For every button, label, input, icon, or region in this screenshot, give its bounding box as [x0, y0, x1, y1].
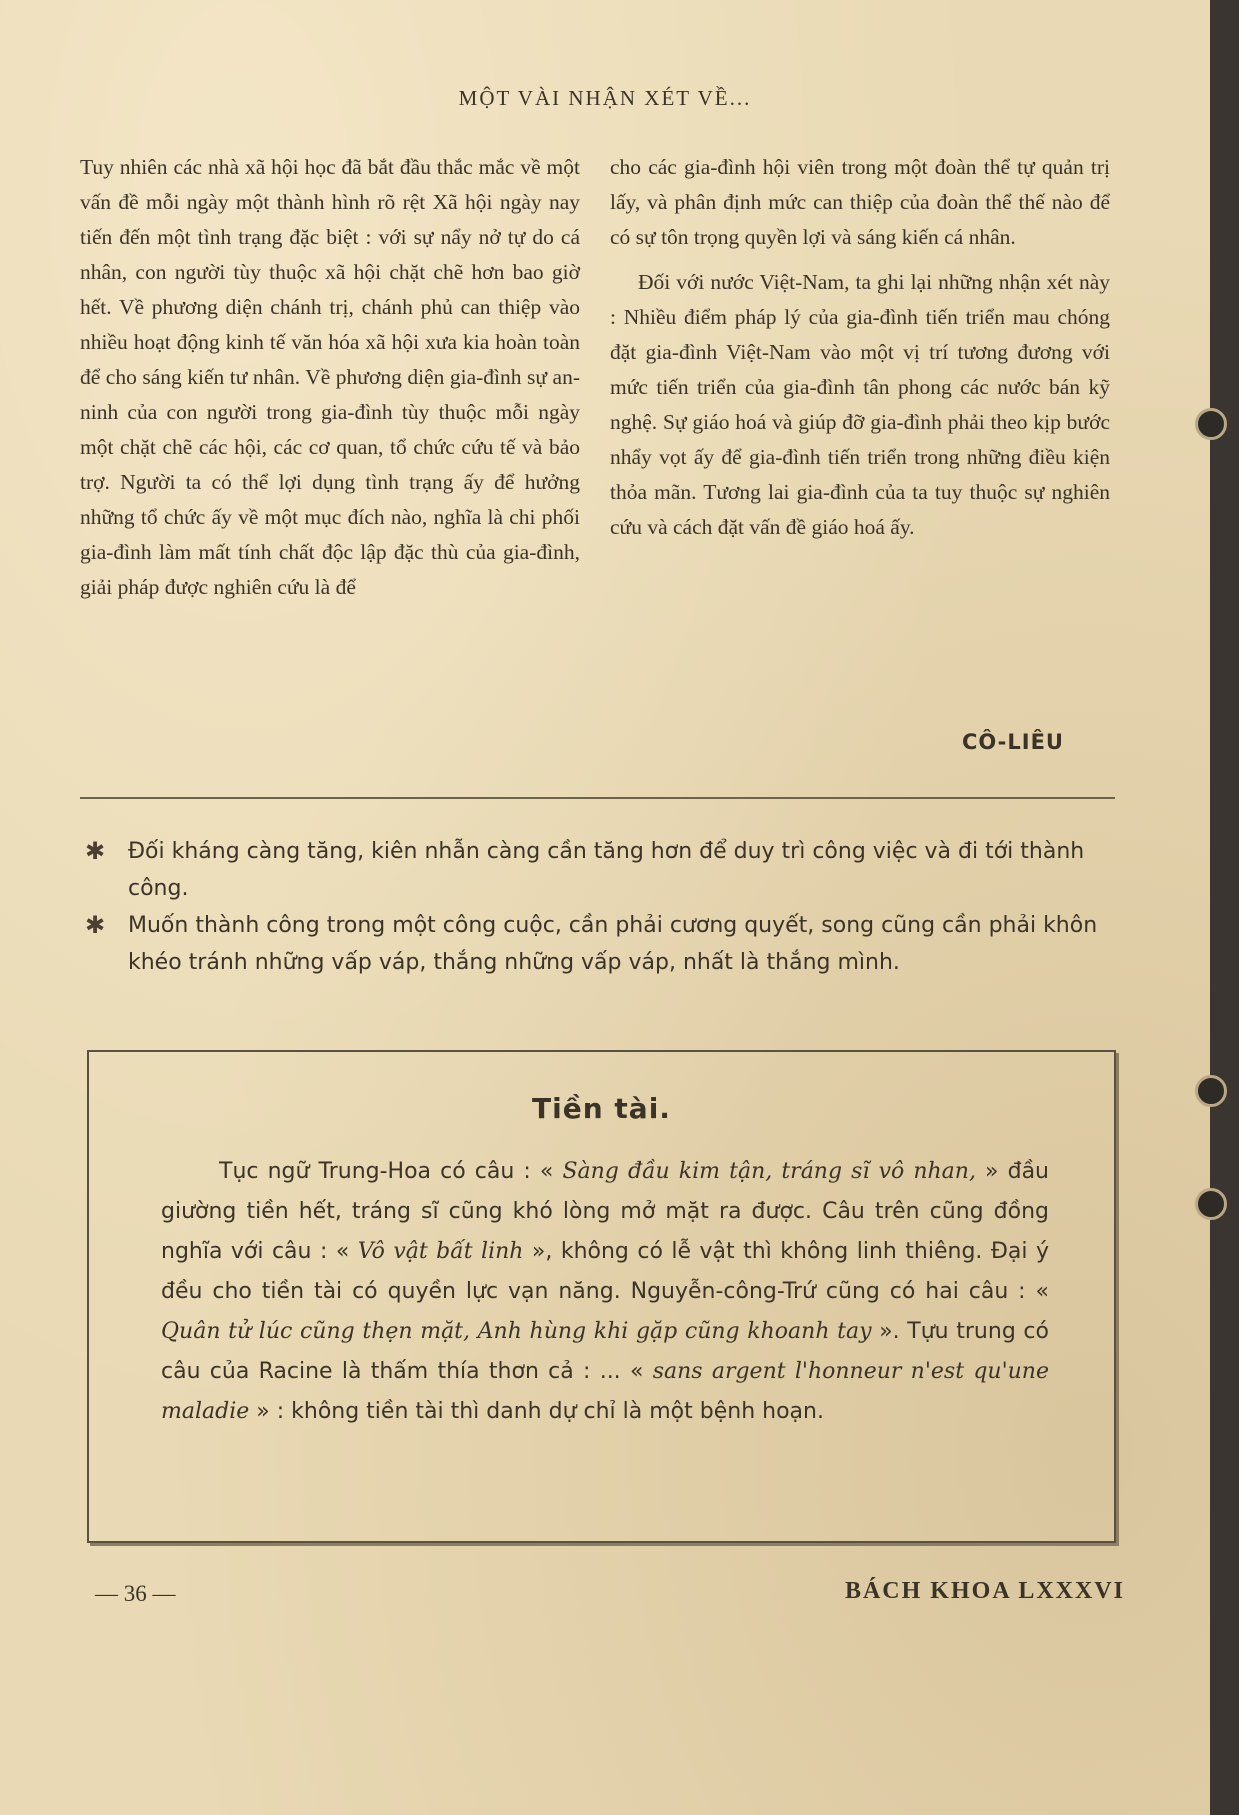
- publication-name: BÁCH KHOA LXXXVI: [844, 1578, 1125, 1604]
- binding-hole-icon: [1195, 1075, 1227, 1107]
- binding-hole-icon: [1195, 1188, 1227, 1220]
- text-run: Tục ngữ Trung-Hoa có câu : «: [219, 1159, 554, 1184]
- left-column: [80, 150, 580, 615]
- quote-item: [85, 833, 1115, 907]
- text-run: ». Tựu trung có câu của Racine là thấm thía thơn cả : ... «: [161, 1319, 1049, 1384]
- text-run: » : không tiền tài thì danh dự chỉ là một bệnh hoạn.: [256, 1399, 824, 1424]
- right-column: [610, 150, 1110, 555]
- paragraph: Tuy nhiên các nhà xã hội học đã bắt đầu thắc mắc về một vấn đề mỗi ngày một thành hình rõ rệt Xã hội ngày nay tiến đến một tình trạng đặc biệt : với sự nẩy nở tự do cá nhân, con người tùy thuộc xã hội chặt chẽ hơn bao giờ hết. Về phương diện chánh trị, chánh phủ can thiệp vào nhiều hoạt động kinh tế văn hóa xã hội xưa kia hoàn toàn để cho sáng kiến tư nhân. Về phương diện gia-đình sự an-ninh của con người trong gia-đình tùy thuộc mỗi ngày một chặt chẽ các hội, các cơ quan, tổ chức cứu tế và bảo trợ. Người ta có thể lợi dụng tình trạng ấy để hưởng những tổ chức ấy về một mục đích nào, nghĩa là chi phối gia-đình làm mất tính chất độc lập đặc thù của gia-đình, giải pháp được nghiên cứu là để: [80, 155, 580, 599]
- paragraph: cho các gia-đình hội viên trong một đoàn thể tự quản trị lấy, và phân định mức can thiệp của đoàn thể thế nào để có sự tôn trọng quyền lợi và sáng kiến cá nhân.: [610, 155, 1110, 249]
- box-body: [161, 1152, 1049, 1432]
- binding-hole-icon: [1195, 408, 1227, 440]
- author-signature: CÔ-LIÊU: [962, 730, 1064, 754]
- paragraph: Đối với nước Việt-Nam, ta ghi lại những nhận xét này : Nhiều điểm pháp lý của gia-đình tiến triển mau chóng đặt gia-đình Việt-Nam vào một vị trí tương đương với mức tiến triển của gia-đình tân phong các nước bán kỹ nghệ. Sự giáo hoá và giúp đỡ gia-đình phải theo kịp bước nhẩy vọt ấy để gia-đình tiến triển trong những điều kiện thỏa mãn. Tương lai gia-đình của ta tuy thuộc sự nghiên cứu và cách đặt vấn đề giáo hoá ấy.: [610, 270, 1110, 539]
- quote-item: [85, 907, 1115, 981]
- quote-text: Muốn thành công trong một công cuộc, cần phải cương quyết, song cũng cần phải khôn khéo tránh những vấp váp, thắng những vấp váp, nhất là thắng mình.: [128, 913, 1098, 975]
- quote-text: Đối kháng càng tăng, kiên nhẫn càng cần tăng hơn để duy trì công việc và đi tới thành công.: [128, 839, 1085, 901]
- text-run: » đầu giường tiền hết, tráng sĩ cũng khó lòng mở mặt ra được. Câu trên cũng đồng nghĩa với câu : «: [161, 1159, 1049, 1264]
- box-title: Tiền tài.: [532, 1092, 671, 1125]
- italic-run: sans argent l'honneur n'est qu'une maladie: [161, 1359, 1049, 1424]
- italic-run: Sàng đầu kim tận, tráng sĩ vô nhan,: [562, 1159, 976, 1184]
- star-bullet-icon: ✱: [85, 911, 106, 939]
- box-paragraph: [161, 1152, 1049, 1432]
- italic-run: Vô vật bất linh: [357, 1239, 524, 1264]
- star-bullet-icon: ✱: [85, 837, 106, 865]
- quotes-section: [85, 833, 1115, 981]
- running-header: MỘT VÀI NHẬN XÉT VỀ...: [458, 86, 752, 110]
- divider: [80, 797, 1115, 799]
- text-run: », không có lễ vật thì không linh thiêng. Đại ý đều cho tiền tài có quyền lực vạn năng. Nguyễn-công-Trứ cũng có hai câu : «: [161, 1239, 1049, 1304]
- italic-run: Quân tử lúc cũng thẹn mặt, Anh hùng khi gặp cũng khoanh tay: [161, 1319, 872, 1344]
- page-number: — 36 —: [95, 1581, 176, 1606]
- boxed-article: [87, 1050, 1116, 1543]
